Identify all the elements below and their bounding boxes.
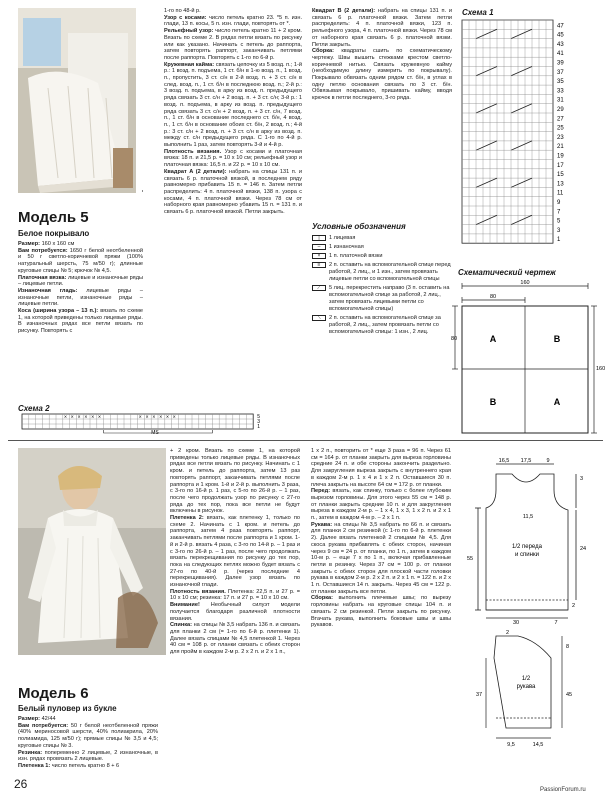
legend-symbol-icon: ⟋: [312, 285, 326, 291]
schema1-row-number: 45: [557, 32, 564, 39]
schema1-row-number: 21: [557, 144, 564, 151]
drawing-cell-a1: A: [489, 334, 497, 344]
svg-text:×: ×: [70, 414, 74, 421]
drawing-cell-a2: A: [553, 397, 561, 407]
model6-instructions-col1: [18, 716, 158, 770]
svg-text:3: 3: [580, 476, 584, 482]
schema1-row-number: 9: [557, 200, 561, 206]
legend-symbol-icon: ≡: [312, 262, 326, 268]
svg-text:1/2: 1/2: [521, 676, 531, 682]
schema2-row-number: 1: [257, 424, 260, 431]
model5-col3-paragraph: Квадрат В (2 детали): набрать на спицы 131 п. и связать 6 р. платочной вязки. Затем петли распределить: 4 п. платочной вязки, 123 п. рельефного узора, 4 п. платочной вязки. Через 78 см от наборного края связать 6 р. платочной вязки. Петли закрыть.: [312, 8, 452, 48]
legend-item: [312, 315, 452, 336]
schema1-row-number: 41: [557, 51, 564, 58]
schema2-row-number: 5: [257, 414, 260, 421]
schema1-row-number: 27: [557, 116, 564, 123]
schema2-row-number: 3: [257, 419, 260, 426]
model6-col1-paragraph: Размер: 42/44: [18, 716, 56, 722]
model5-col1-paragraph: Изнаночная гладь: лицевые ряды – изнаночные петли, изнаночные ряды – лицевые петли.: [18, 287, 143, 308]
svg-text:×: ×: [91, 414, 95, 421]
svg-text:55: 55: [467, 556, 474, 562]
svg-text:рукава: рукава: [516, 684, 536, 690]
model5-subtitle: Белое покрывало: [18, 229, 90, 238]
svg-text:30: 30: [512, 620, 520, 626]
drawing-dim-half-side: 80: [451, 336, 458, 342]
legend-text: 2 п. оставить на вспомогательной спице за работой, 2 лиц., затем провязать петли со вспомогательной спицы: 1 изн., 2 лиц.: [329, 315, 441, 335]
model6-instructions-col2: [170, 448, 300, 656]
section-divider: [8, 440, 603, 441]
schema1-row-number: 17: [557, 162, 564, 169]
schema1-row-number: 25: [557, 125, 564, 132]
svg-text:45: 45: [566, 692, 573, 698]
model5-instructions-col1: [18, 241, 143, 335]
model6-col2-paragraph: Внимание! Необычный силуэт модели получается благодаря различной плотности вязания.: [170, 602, 300, 622]
model6-title: Модель 6: [18, 685, 89, 702]
schema1-row-number: 5: [557, 218, 561, 225]
drawing-dim-half-top: 80: [489, 294, 497, 300]
schema1-title: Схема 1: [462, 8, 494, 17]
svg-text:×: ×: [64, 414, 67, 421]
legend-item: [312, 285, 452, 313]
model5-col1-paragraph: Вам потребуется: 1650 г белой неотбеленной и 50 г светло-коричневой пряжи (100% натуральный шерсть, 75 м/50 г); длинные круговые спицы № 5; крючок № 4,5.: [18, 247, 143, 274]
schema1-row-number: 47: [557, 23, 564, 30]
svg-text:9,5: 9,5: [507, 742, 515, 748]
legend-text: 2 п. оставить на вспомогательной спице перед работой, 2 лиц., и 1 изн., затем провязать лицевые петли со вспомогательной спицы: [329, 262, 451, 282]
svg-text:×: ×: [77, 414, 81, 421]
model6-col1-paragraph: Вам потребуется: 50 г белой неотбеленной пряжи (40% мериносовой шерсти, 40% полиакрила, 20% полиамида, 125 м/50 г); прямые спицы № 3,5 и 4,5; круговые спицы № 3.: [18, 722, 158, 749]
pattern-body: [456, 450, 604, 625]
page-number: 26: [14, 777, 28, 791]
svg-text:×: ×: [172, 414, 176, 421]
svg-text:2: 2: [506, 630, 510, 636]
model6-col2-paragraph: + 2 кром. Вязать по схеме 1, на которой приведены только лицевые ряды. В изнаночных рядах все петли вязать по рисунку. Начинать с 1 кром. и петель до раппорта, затем 13 раз повторять раппорт, заканчивать петлями после раппорта и 1 кром. 1-й и 2-й р. выполнить 3 раза, с 3-го по 16-й р. 1 раз, с 5-го по 26-й р. – 1 раз, после чего продолжать узор по рисунку с 27-го ряда до тех пор, пока все петли не будут включены в рисунок.: [170, 448, 300, 515]
svg-text:×: ×: [152, 414, 156, 421]
svg-text:24: 24: [580, 546, 587, 552]
svg-text:17,5: 17,5: [520, 458, 532, 464]
model6-col1-paragraph: Плетенка 1: число петель кратно 8 + 6: [18, 762, 120, 769]
schema1-row-number: 29: [557, 107, 564, 113]
model6-col2-paragraph: Спинка: на спицы № 3,5 набрать 136 п. и связать для планки 2 см (= 1-го по 6-й р. плетенки 1). Далее вязать спицами № 4,5 плетенкой 1. Через 40 см = 108 р. от планки связать с обеих сторон для пройм в каждом 2-м р. 2 х 2 п. и 2 х 1 п.,: [170, 622, 300, 656]
model5-col3-paragraph: Сборка: квадраты сшить по схематическому чертежу. Швы вышить стежками крестом светло-коричневой нитью. Связать кружевную кайму (необходимую длину измерить по покрывалу). Покрывало обвязать одним рядом ст. б/н, в углах в одну петлю основания связать по 3 ст. б/н. Обвязывая покрывало, пришивать кайму, вводя крючок в петли последнего, 3-го ряда.: [312, 48, 452, 102]
model6-col3-paragraph: 1 х 2 п., повторить от * еще 3 раза = 96 п. Через 61 см = 164 р. от планки закрыть для выреза горловины средние 24 п. и обе стороны закончить раздельно. Для закругления выреза закрыть с внутреннего края в каждом 2-м р. 1 х 4 и 1 х 2 п. Оставшиеся 30 п. плеча закрыть на высоте 64 см = 172 р. от планки.: [311, 448, 451, 488]
model6-instructions-col3: [311, 448, 451, 629]
schema1-row-number: 33: [557, 88, 564, 95]
svg-text:37: 37: [476, 692, 483, 698]
model5-col2-paragraph: Рельефный узор: число петель кратно 11 + 2 кром. Вязать по схеме 2. В рядах петли вязать по рисунку или как указано. Начинать с петель до раппорта, затем повторять раппорт, заканчивать петлями после раппорта. Повторять с 1-го по 6-й р.: [164, 28, 302, 61]
schema1-row-number: 15: [557, 172, 564, 179]
svg-text:и спинки: и спинки: [515, 552, 539, 558]
schema1-row-number: 11: [557, 190, 564, 197]
blanket-photo: [18, 8, 136, 193]
model5-title: Модель 5: [18, 209, 89, 226]
schema1-row-number: 43: [557, 41, 564, 48]
svg-text:×: ×: [145, 414, 149, 421]
legend-symbol-icon: ×: [312, 253, 326, 259]
schema1-row-number: 1: [557, 237, 561, 244]
legend: [312, 222, 452, 338]
schematic-drawing: [450, 278, 606, 443]
model6-col1-paragraph: Резинка: попеременно 2 лицевые, 2 изнаночные, в изн. рядах провязать 2 лицевые.: [18, 749, 158, 763]
schema1-row-number: 19: [557, 153, 564, 160]
drawing-dim-side: 160: [596, 366, 606, 372]
svg-text:×: ×: [159, 414, 163, 421]
schema1-row-number: 13: [557, 181, 564, 188]
schema1-row-number: 37: [557, 69, 564, 76]
schema1-row-number: 3: [557, 227, 561, 234]
svg-text:×: ×: [84, 414, 88, 421]
svg-text:×: ×: [166, 414, 169, 421]
model5-col2-paragraph: Плотность вязания. Узор с косами и платочная вязка: 18 п. и 21,5 р. = 10 х 10 см; рельефный узор и платочная вязка: 16,5 п. и 22 р. = 10 х 10 см.: [164, 148, 302, 169]
model5-col2-paragraph: Квадрат А (2 детали): набрать на спицы 131 п. и связать 6 р. платочной вязкой, в последнем ряду равномерно прибавить 15 п. = 146 п. Затем петли распределить: 4 п. платочной вязки, 138 п. узора с косами, 4 п. платочной вязки. Через 78 см от наборного края равномерно убавить 15 п. = 131 п. и связать 6 р. платочной вязкой. Петли закрыть.: [164, 168, 302, 216]
schema2-title: Схема 2: [18, 404, 50, 413]
model5-col1-paragraph: Коса (ширина узора – 13 п.): вязать по схеме 1, на которой приведены только лицевые ряды. В изнаночных рядах все петли вязать по рисунку. Повторять с: [18, 308, 143, 335]
model6-col3-paragraph: Перед: вязать, как спинку, только с более глубоким вырезом горловины. Для этого через 55 см = 148 р. от планки закрыть средние 10 п. и для закругления выреза в каждом 2-м р. – 1 х 4, 1 х 3, 1 х 2 п. и 2 х 1 п., затем в каждом 4-м р. – 2 х 1 п.: [311, 488, 451, 522]
svg-text:14,5: 14,5: [532, 742, 544, 748]
legend-text: 1 изнаночная: [329, 244, 364, 250]
svg-text:8: 8: [566, 644, 570, 650]
pattern-sleeve: [456, 628, 604, 753]
model6-col3-paragraph: Сборка: выполнить плечевые швы; по вырезу горловины набрать на круговые спицы 104 п. и связать 2 см резинкой. Петли закрыть по рисунку. Втачать рукава, выполнить боковые швы и швы рукавов.: [311, 595, 451, 629]
pullover-photo: [18, 448, 166, 655]
photo-divider: [142, 190, 143, 192]
legend-item: [312, 253, 452, 260]
model5-instructions-col2: [164, 8, 302, 216]
legend-text: 5 лиц. перекрестить направо (3 п. оставить на вспомогательной спице за работой, 2 лиц., затем провязать лицевыми петли со вспомогательной спицы): [329, 285, 450, 312]
schema1-row-number: 7: [557, 209, 561, 216]
svg-text:2: 2: [572, 603, 576, 609]
svg-text:7: 7: [554, 620, 558, 626]
legend-item: [312, 235, 452, 242]
legend-item: [312, 262, 452, 283]
model6-col2-paragraph: Плетенка 2: вязать, как плетенку 1, только по схеме 2. Начинать с 1 кром. и петель до раппорта, затем 4 раза повторять раппорт, заканчивать петлями после раппорта и 1 кром. 1-й и 2-й р. вязать 4 раза, с 3-го по 14-й р. – 1 раз и с 3-го по 26-й р. – 1 раз, после чего продолжать вязать перекрещивания по рисунку до тех пор, пока на следующих петлях можно будет вязать с 27-го по 40-й р. (через последние 4 перекрещивания). Далее узор вязать по изнаночной глади.: [170, 515, 300, 589]
model5-col1-paragraph: Платочная вязка: лицевые и изнаночные ряды – лицевые петли.: [18, 274, 143, 288]
legend-symbol-icon: ⟍: [312, 315, 326, 321]
svg-text:9: 9: [546, 458, 550, 464]
schema2-chart: [18, 413, 280, 435]
legend-text: 1 п. платочной вязки: [329, 253, 383, 259]
model6-col3-paragraph: Рукава: на спицы № 3,5 набрать по 66 п. и связать для планки 2 см резинкой (с 1-го по 6-й р. плетенки 2). Далее вязать плетенкой 2 спицами № 4,5. Для скоса рукава прибавлять с обеих сторон, начиная через 9 см = 24 р. от планки, по 1 п., затем в каждом 10-м р. – еще 7 х по 1 п., включая прибавленные петли в резинку. Через 37 см = 100 р. от планки закрыть с обеих сторон для плоской части головки рукава в каждом 2-м р. 2 х 2 п. и 2 х 1 п. = 122 п. и 2 х 1 п. Оставшиеся 14 п. закрыть. Через 45 см = 122 р. от планки закрыть все петли.: [311, 521, 451, 595]
drawing-cell-b1: B: [553, 334, 561, 344]
model6-subtitle: Белый пуловер из букле: [18, 704, 117, 713]
schema1-row-number: 31: [557, 97, 564, 104]
legend-title: Условные обозначения: [312, 222, 406, 231]
drawing-dim-top: 160: [520, 280, 530, 286]
drawing-title: Схематический чертеж: [458, 268, 556, 277]
legend-symbol-icon: –: [312, 244, 326, 250]
model5-col1-paragraph: Размер: 160 х 160 см: [18, 241, 75, 247]
svg-text:×: ×: [138, 414, 142, 421]
legend-text: 1 лицевая: [329, 235, 356, 241]
svg-text:11,5: 11,5: [522, 514, 534, 520]
legend-item: [312, 244, 452, 251]
svg-text:×: ×: [98, 414, 101, 421]
model5-col2-paragraph: 1-го по 48-й р.: [164, 8, 201, 14]
legend-symbol-icon: |: [312, 235, 326, 241]
drawing-cell-b2: B: [489, 397, 497, 407]
svg-text:1/2 переда: 1/2 переда: [512, 544, 542, 550]
schema1-row-number: 23: [557, 134, 564, 141]
model6-col2-paragraph: Плотность вязания. Плетенка: 22,5 п. и 27 р. = 10 х 10 см; резинка: 17 п. и 27 р. = 10 х 10 см.: [170, 588, 300, 602]
schema1-chart: [460, 18, 580, 248]
schema2-repeat-label: MS: [151, 430, 159, 436]
site-watermark: PassionForum.ru: [540, 787, 586, 793]
model5-instructions-col3: [312, 8, 452, 102]
model5-col2-paragraph: Кружевная кайма: связать цепочку из 5 возд. п.; 1-й р.: 1 возд. п. подъема, 1 ст. б/н в 1-ю возд. п., 1 возд. п., пропустить, 3 ст. с/н в 2-й возд. п. + 3 ст. с/н в след. возд. п., 1 ст. б/н в последнюю возд. п.; 2-й р.: 3 возд. п. подъема, в арку из возд. п. предыдущего ряда связать 3 ст. с/н + 2 возд. п. + 3 ст. с/н; 3-й р.: 1 возд. п. подъема, в арку из возд. п. предыдущего ряда связать 3 ст. с/н + 2 возд. п. + 3 ст. с/н, 7 возд. п., 1 ст. б/н в основание последнего ст. б/н, 4 возд. п., 1 ст. б/н в основание обоих ст. б/н, 2 возд. п.; 4-й р.: 3 ст. с/н + 2 возд. п. + 3 ст. с/н в арку из возд. п. между ст. с/н предыдущего ряда. С 1-го по 4-й р. выполнить 1 раз, затем повторять 3-й и 4-й р.: [164, 61, 302, 149]
model5-col2-paragraph: Узор с косами: число петель кратно 23. *5 п. изн. глади, 13 п. косы, 5 п. изн. глади, повторять от *.: [164, 14, 302, 28]
schema1-row-number: 39: [557, 60, 564, 67]
schema1-row-number: 35: [557, 79, 564, 86]
svg-text:16,5: 16,5: [498, 458, 510, 464]
